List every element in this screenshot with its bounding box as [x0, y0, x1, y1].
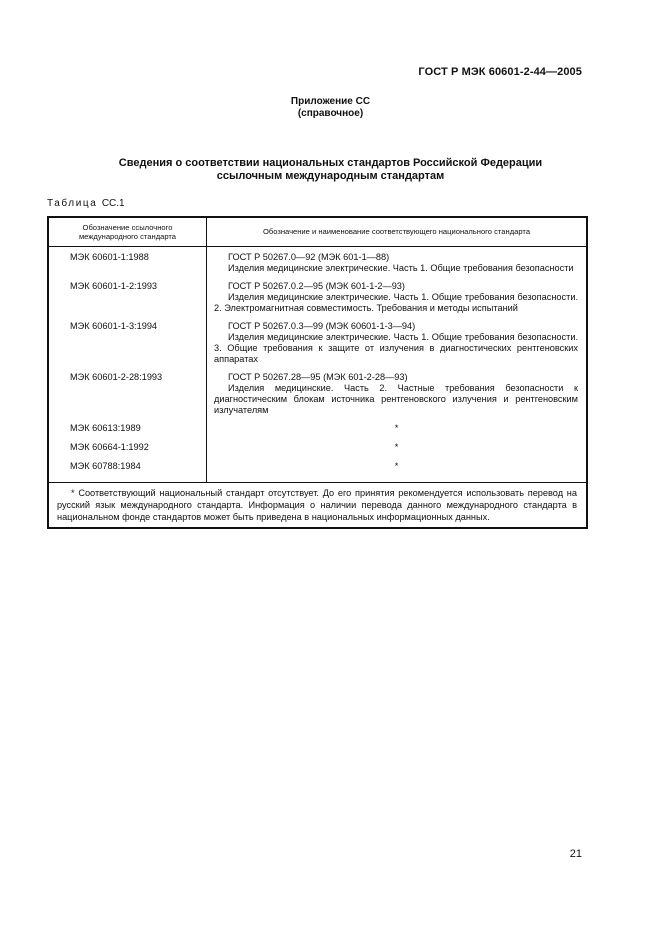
spacer-cell [48, 475, 207, 483]
national-title: Изделия медицинские электрические. Часть 1. Общие требования безопасности [228, 263, 574, 273]
no-national-standard-mark: * [394, 442, 399, 452]
international-code: МЭК 60601-2-28:1993 [48, 367, 207, 418]
spacer-cell [207, 475, 587, 483]
table-label-word: Таблица [47, 198, 98, 209]
section-title [0, 157, 661, 183]
national-standard [207, 316, 587, 367]
header-national-standard: Обозначение и наименование соответствующего национального стандарта [207, 217, 587, 247]
national-code: ГОСТ Р 50267.0.2—95 (МЭК 601-1-2—93) [228, 281, 405, 291]
page-number: 21 [569, 848, 582, 860]
table-header-row [48, 217, 587, 247]
international-code: МЭК 60601-1-3:1994 [48, 316, 207, 367]
table-row [48, 456, 587, 475]
national-title: Изделия медицинские электрические. Часть 1. Общие требования безопасности. 2. Электромагнитная совместимость. Требования и методы испытаний [214, 292, 578, 313]
table-row [48, 437, 587, 456]
no-national-standard-mark: * [394, 423, 399, 433]
table-footnote: * Соответствующий национальный стандарт отсутствует. До его принятия рекомендуется использовать перевод на русский язык международного стандарта. Информация о наличии перевода данного международного стандарта в национальном фонде стандартов может быть приведена в национальных информационных данных. [48, 483, 587, 529]
international-code: МЭК 60613:1989 [48, 418, 207, 437]
international-code: МЭК 60788:1984 [48, 456, 207, 475]
annex-subtitle: (справочное) [297, 108, 364, 119]
national-code: ГОСТ Р 50267.0—92 (МЭК 601-1—88) [228, 252, 390, 262]
national-standard [207, 247, 587, 277]
table-row [48, 247, 587, 277]
table-row [48, 276, 587, 316]
annex-title: Приложение СС [290, 96, 371, 107]
document-code: ГОСТ Р МЭК 60601-2-44—2005 [418, 66, 582, 78]
section-title-line-2: ссылочным международным стандартам [216, 170, 445, 182]
correspondence-table [47, 216, 588, 529]
international-code: МЭК 60601-1-2:1993 [48, 276, 207, 316]
table-label [47, 198, 125, 209]
table-note-row [48, 483, 587, 529]
table-row [48, 367, 587, 418]
no-national-standard-mark: * [394, 461, 399, 471]
national-code: ГОСТ Р 50267.28—95 (МЭК 601-2-28—93) [228, 372, 408, 382]
table-row [48, 316, 587, 367]
international-code: МЭК 60601-1:1988 [48, 247, 207, 277]
table-label-number: СС.1 [101, 198, 125, 209]
international-code: МЭК 60664-1:1992 [48, 437, 207, 456]
national-title: Изделия медицинские электрические. Часть 1. Общие требования безопасности. 3. Общие требования к защите от излучения в диагностических рентгеновских аппаратах [214, 332, 578, 364]
national-code: ГОСТ Р 50267.0.3—99 (МЭК 60601-1-3—94) [228, 321, 416, 331]
annex-heading [0, 96, 661, 120]
table-row [48, 418, 587, 437]
national-title: Изделия медицинские. Часть 2. Частные требования безопасности к диагностическим блокам источника рентгеновского излучения и рентгеновским излучателям [214, 383, 578, 415]
national-standard [207, 367, 587, 418]
national-standard [207, 276, 587, 316]
table-spacer-row [48, 475, 587, 483]
section-title-line-1: Сведения о соответствии национальных стандартов Российской Федерации [118, 157, 543, 169]
header-international-standard: Обозначение ссылочного международного стандарта [48, 217, 207, 247]
